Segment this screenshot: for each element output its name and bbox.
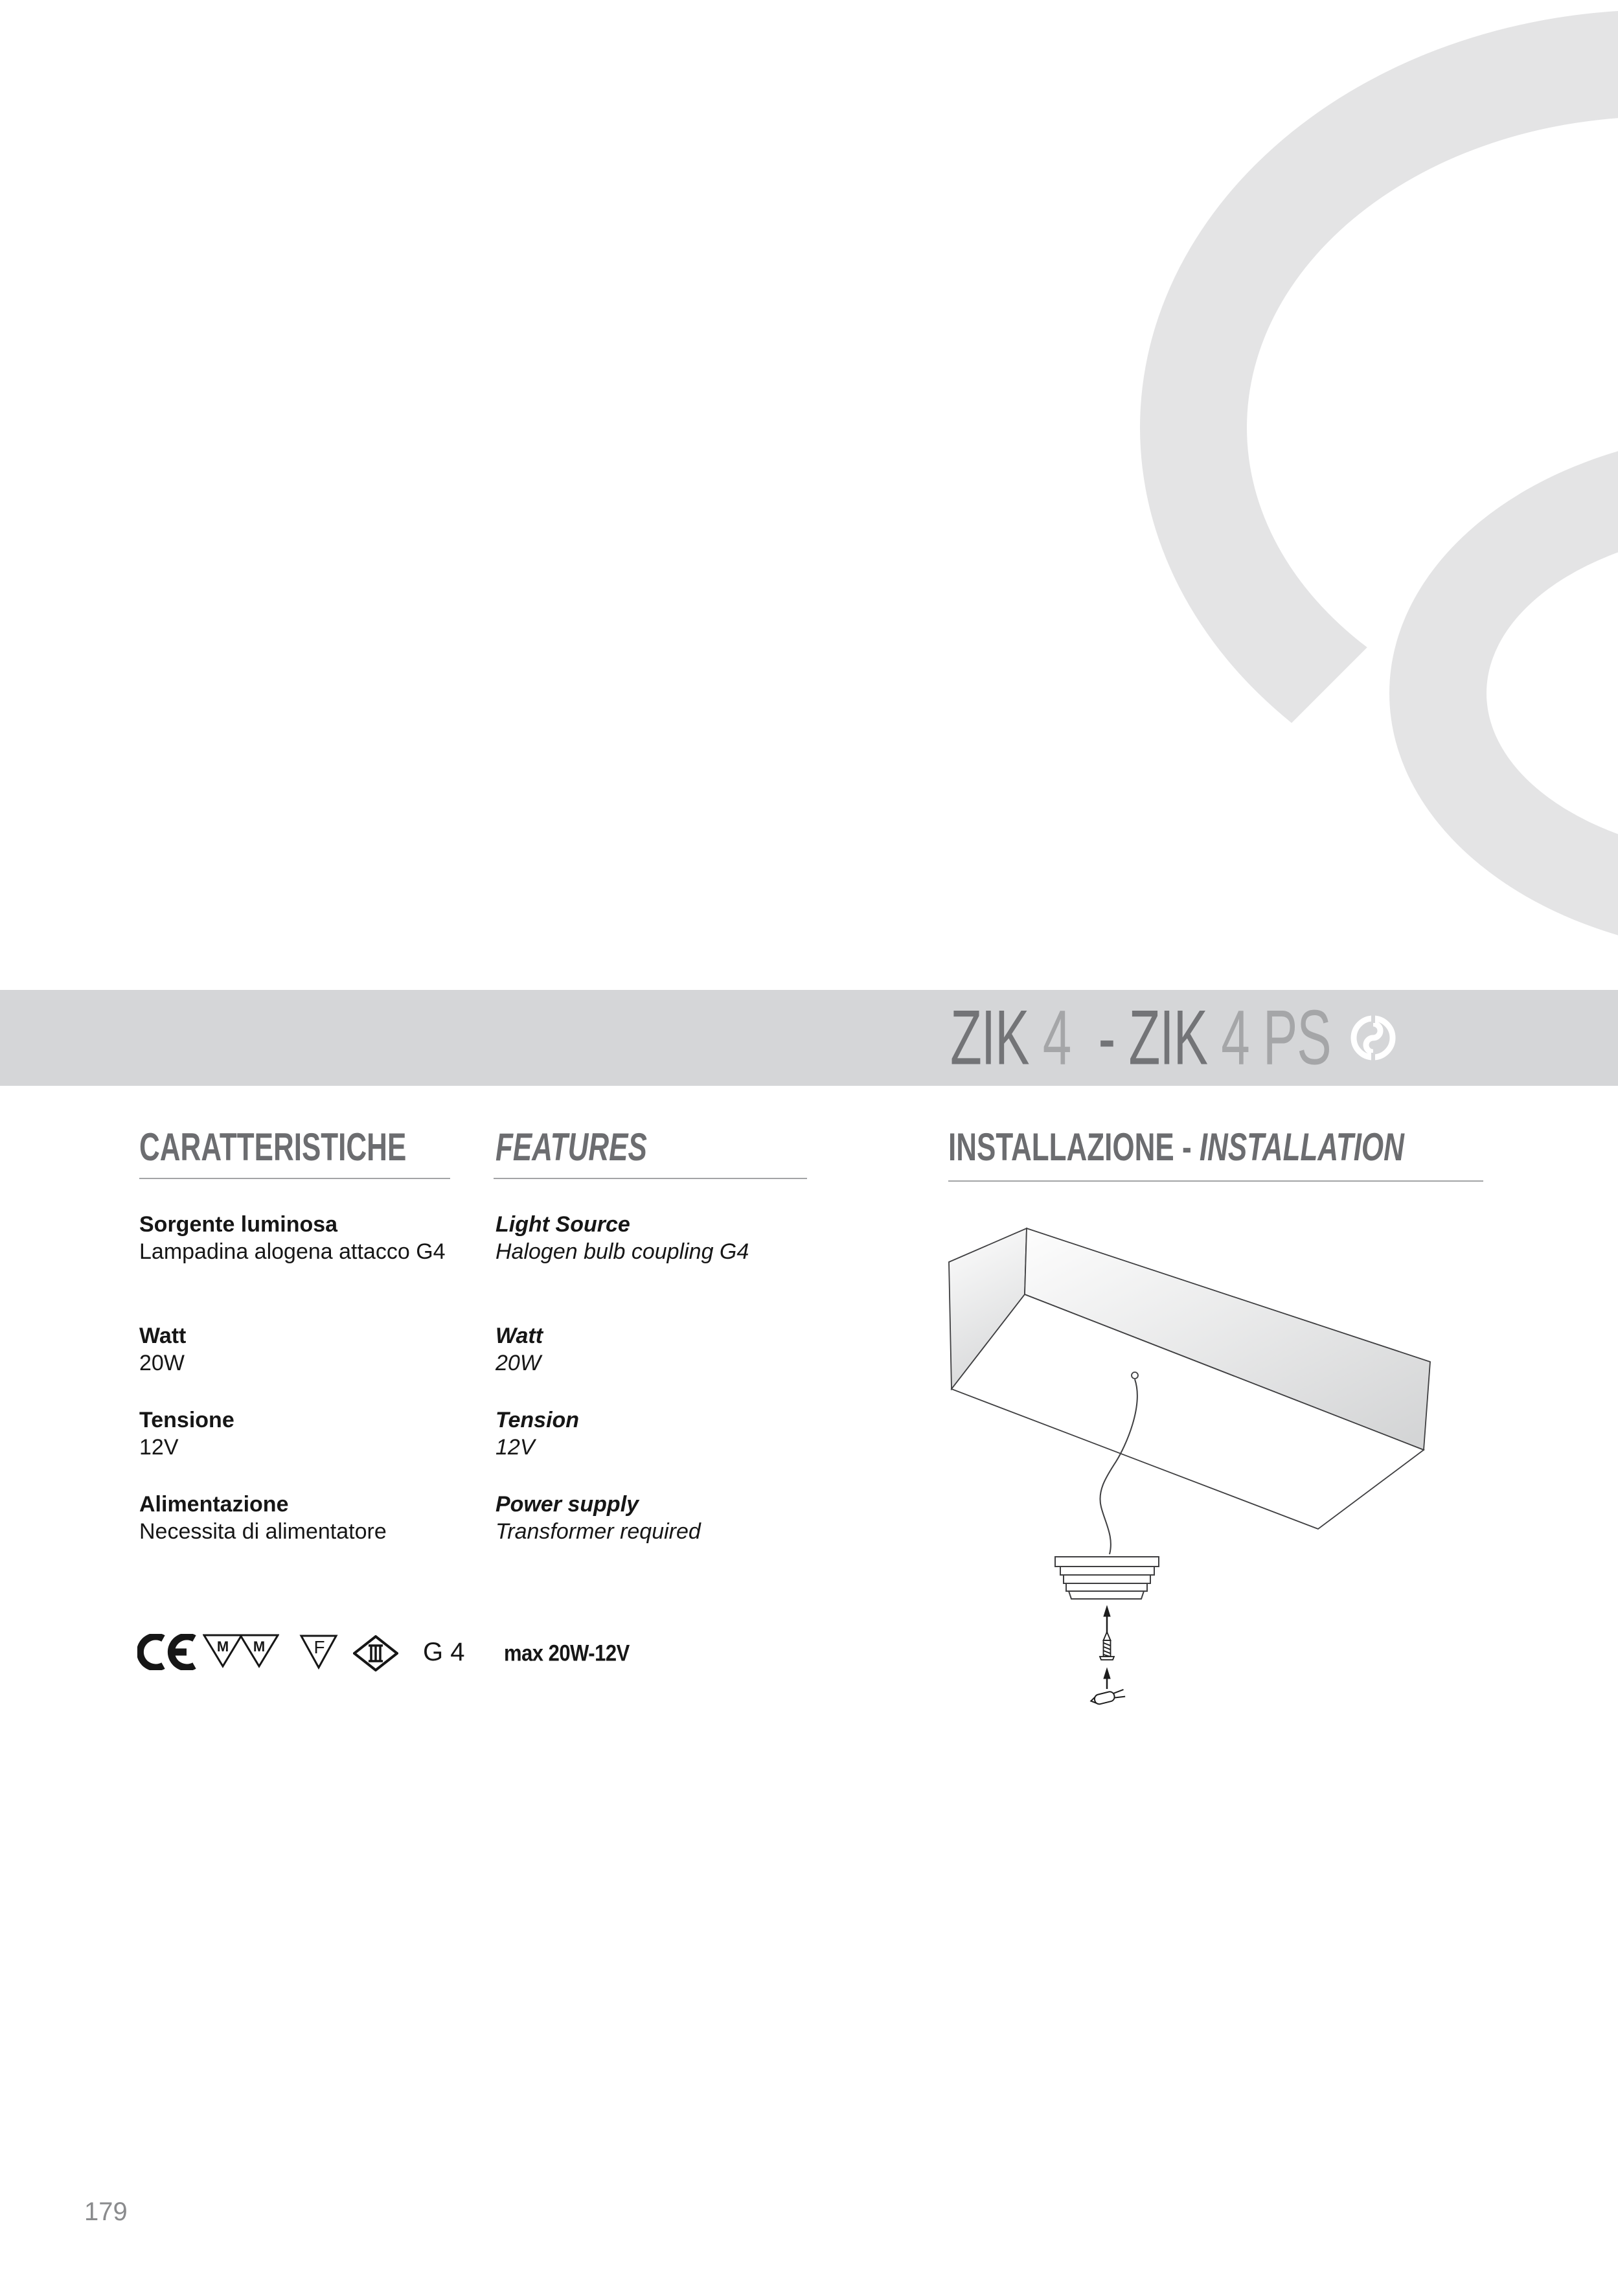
spec-block-alimentazione [139, 1491, 450, 1545]
socket-type-label: G 4 [423, 1638, 465, 1666]
screw-icon [1100, 1632, 1114, 1660]
title-part: 4 [1221, 994, 1249, 1081]
spec-block-watt [139, 1322, 450, 1377]
heading-installation-en: INSTALLATION [1199, 1125, 1404, 1169]
spec-value: Necessita di alimentatore [139, 1519, 387, 1544]
spec-value: 12V [496, 1435, 535, 1460]
spec-value: 20W [139, 1351, 185, 1375]
cable-attach-point [1132, 1372, 1138, 1379]
nested-c-arcs-decoration [1100, 0, 1618, 991]
heading-caratteristiche: CARATTERISTICHE [139, 1125, 407, 1169]
title-part: 4 [1042, 994, 1071, 1081]
ce-mark-icon [137, 1634, 197, 1670]
heading-installazione [948, 1125, 1404, 1169]
product-title [950, 990, 1396, 1086]
heading-rule-caratteristiche [139, 1178, 450, 1179]
title-part: - [1071, 994, 1129, 1081]
spec-label: Watt [139, 1324, 187, 1348]
title-part: ZIK [950, 994, 1043, 1081]
class-iii-insulation-icon [353, 1635, 398, 1671]
spec-value: Lampadina alogena attacco G4 [139, 1239, 446, 1264]
spec-value: 12V [139, 1435, 179, 1460]
spec-block-tensione [139, 1406, 450, 1461]
f-flammable-surface-icon [299, 1634, 338, 1670]
spec-block-watt-en [496, 1322, 806, 1377]
heading-features: FEATURES [496, 1125, 647, 1169]
svg-text:F: F [313, 1637, 325, 1657]
spec-block-light-source [496, 1211, 806, 1265]
g4-bulb-icon [1090, 1688, 1126, 1706]
spec-label: Tensione [139, 1408, 234, 1432]
spec-label: Tension [496, 1408, 580, 1432]
spec-label: Light Source [496, 1212, 630, 1237]
up-arrow-icon [1104, 1668, 1110, 1689]
spec-label: Power supply [496, 1492, 639, 1517]
page-number: 179 [84, 2198, 128, 2226]
product-title-text [950, 994, 1331, 1081]
spec-block-sorgente [139, 1211, 450, 1265]
max-rating-label: max 20W-12V [504, 1640, 630, 1666]
mm-flammable-surface-icon [203, 1634, 279, 1669]
title-part: ZIK [1128, 994, 1222, 1081]
spec-block-power-supply [496, 1491, 806, 1545]
title-part: PS [1249, 994, 1331, 1081]
spec-value: Transformer required [496, 1519, 701, 1544]
heading-rule-features [494, 1178, 807, 1179]
spec-value: 20W [496, 1351, 541, 1375]
spec-label: Watt [496, 1324, 543, 1348]
ceiling-canopy-installation-diagram [926, 1199, 1509, 1723]
spec-value: Halogen bulb coupling G4 [496, 1239, 749, 1264]
spec-label: Sorgente luminosa [139, 1212, 338, 1237]
spec-block-tension-en [496, 1406, 806, 1461]
stepped-canopy [1055, 1557, 1159, 1599]
svg-text:M: M [216, 1638, 229, 1655]
heading-installazione-it: INSTALLAZIONE - [948, 1125, 1200, 1169]
heading-rule-installazione [948, 1180, 1483, 1182]
green-dot-recycle-icon [1350, 1015, 1396, 1061]
svg-text:M: M [253, 1638, 266, 1655]
spec-label: Alimentazione [139, 1492, 289, 1517]
